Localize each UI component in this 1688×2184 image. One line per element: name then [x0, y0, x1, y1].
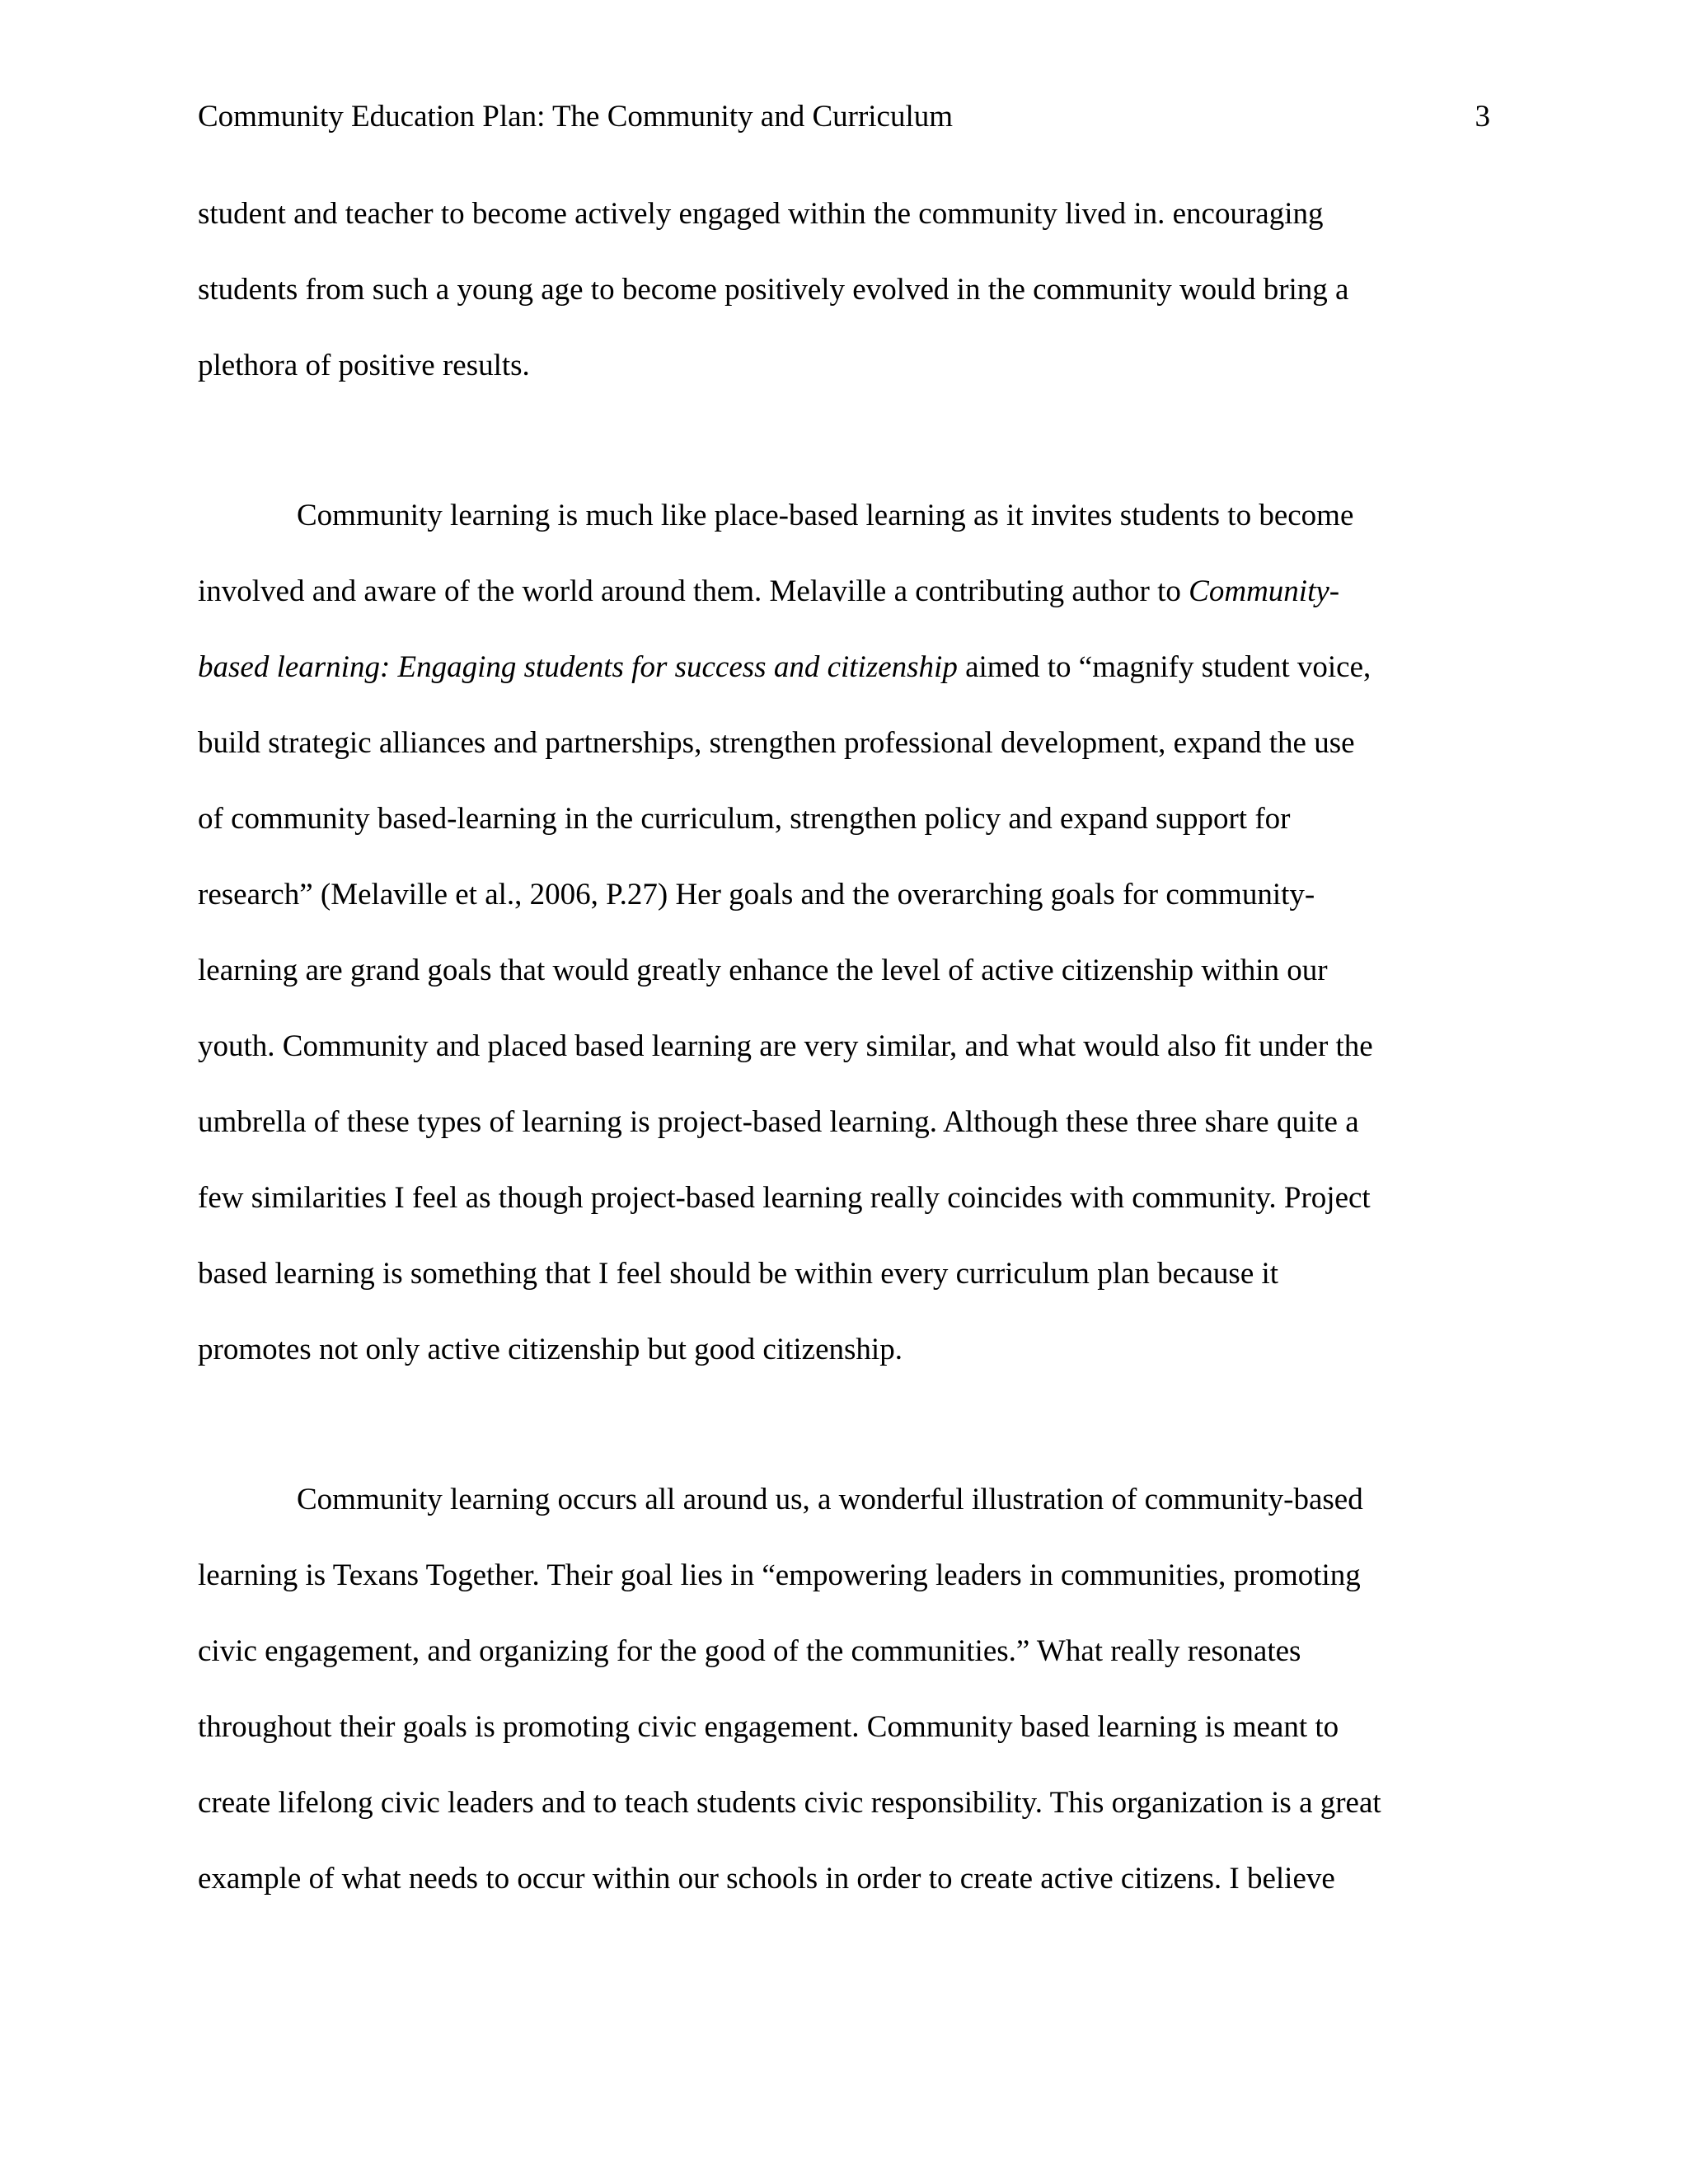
- paragraph-1-line-2: students from such a young age to become positively evolved in the community would bring a: [198, 273, 1349, 307]
- paragraph-3-line-4: throughout their goals is promoting civic engagement. Community based learning is meant to: [198, 1710, 1339, 1744]
- paragraph-2-line-3: [198, 649, 1371, 686]
- cited-book-title-part-1: Community-: [1189, 574, 1340, 608]
- paragraph-2-line-2: [198, 574, 1339, 610]
- page-number: 3: [1475, 100, 1490, 134]
- paragraph-2-line-11: based learning is something that I feel should be within every curriculum plan because it: [198, 1257, 1279, 1291]
- paragraph-2-line-1: Community learning is much like place-based learning as it invites students to become: [297, 499, 1354, 532]
- paragraph-3-line-3: civic engagement, and organizing for the good of the communities.” What really resonates: [198, 1634, 1301, 1668]
- paragraph-3-line-2: learning is Texans Together. Their goal lies in “empowering leaders in communities, promoting: [198, 1558, 1361, 1592]
- running-title: Community Education Plan: The Community and Curriculum: [198, 100, 954, 134]
- paragraph-2-line-8: youth. Community and placed based learning are very similar, and what would also fit under the: [198, 1029, 1373, 1063]
- paragraph-1-line-3: plethora of positive results.: [198, 349, 530, 382]
- paragraph-2-line-7: learning are grand goals that would greatly enhance the level of active citizenship within our: [198, 954, 1328, 987]
- paragraph-2-line-12: promotes not only active citizenship but good citizenship.: [198, 1333, 903, 1366]
- paragraph-2-line-3-text: aimed to “magnify student voice,: [965, 650, 1372, 684]
- paragraph-2-line-4: build strategic alliances and partnerships, strengthen professional development, expand the use: [198, 726, 1355, 760]
- paragraph-2-line-6: research” (Melaville et al., 2006, P.27) Her goals and the overarching goals for community-: [198, 878, 1315, 912]
- cited-book-title-part-2: based learning: Engaging students for success and citizenship: [198, 650, 958, 684]
- paragraph-2-line-10: few similarities I feel as though project-based learning really coincides with community. Project: [198, 1181, 1371, 1215]
- paragraph-2-line-2-text: involved and aware of the world around them. Melaville a contributing author to: [198, 574, 1189, 608]
- paragraph-1-line-1: student and teacher to become actively engaged within the community lived in. encouraging: [198, 197, 1324, 231]
- running-head: [198, 99, 1490, 135]
- paragraph-3-line-1: Community learning occurs all around us, a wonderful illustration of community-based: [297, 1483, 1363, 1516]
- paragraph-2-line-9: umbrella of these types of learning is project-based learning. Although these three share quite a: [198, 1105, 1359, 1139]
- paragraph-2-line-5: of community based-learning in the curriculum, strengthen policy and expand support for: [198, 802, 1291, 836]
- paragraph-3-line-6: example of what needs to occur within our schools in order to create active citizens. I believe: [198, 1862, 1335, 1896]
- paragraph-3-line-5: create lifelong civic leaders and to teach students civic responsibility. This organization is a great: [198, 1786, 1381, 1820]
